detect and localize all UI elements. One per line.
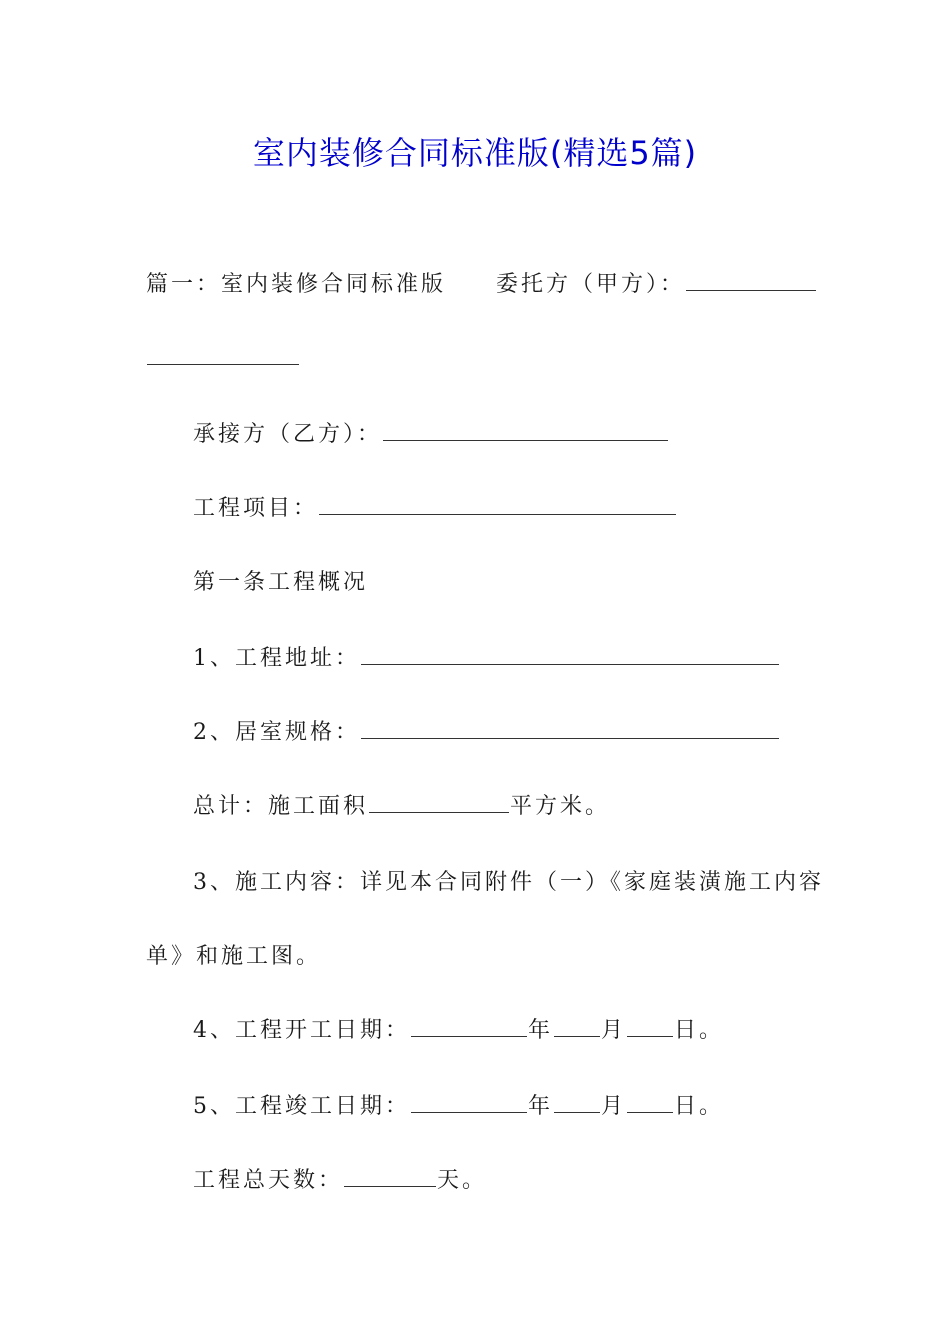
start-day-blank[interactable]: [627, 1016, 673, 1037]
party-b-line: [193, 420, 669, 450]
address-label: 1、工程地址：: [193, 646, 360, 671]
start-year-unit: 年: [528, 1018, 554, 1043]
end-year-blank[interactable]: [411, 1092, 527, 1113]
party-b-blank[interactable]: [383, 420, 668, 441]
end-month-blank[interactable]: [554, 1092, 600, 1113]
party-a-label: 委托方（甲方）：: [496, 272, 686, 297]
content-line-2: 单》和施工图。: [146, 944, 322, 969]
total-area-label: 总计：施工面积: [193, 794, 369, 819]
end-date-line: [193, 1092, 724, 1122]
content-line-1: 3、施工内容：详见本合同附件（一）《家庭装潢施工内容: [193, 870, 824, 895]
party-a-line: [146, 270, 817, 300]
party-a-blank[interactable]: [686, 270, 816, 291]
address-blank[interactable]: [361, 644, 779, 665]
article1-heading: 第一条工程概况: [193, 570, 369, 595]
total-days-line: [193, 1166, 487, 1196]
end-day-unit: 日。: [674, 1094, 725, 1119]
total-area-line: [193, 792, 610, 822]
start-date-line: [193, 1016, 724, 1046]
end-month-unit: 月: [601, 1094, 627, 1119]
end-day-blank[interactable]: [627, 1092, 673, 1113]
project-line: [193, 494, 677, 524]
start-month-blank[interactable]: [554, 1016, 600, 1037]
end-year-unit: 年: [528, 1094, 554, 1119]
part-label: 篇一：室内装修合同标准版: [146, 272, 447, 297]
room-spec-line: [193, 718, 780, 748]
start-date-label: 4、工程开工日期：: [193, 1018, 410, 1043]
room-spec-label: 2、居室规格：: [193, 720, 360, 745]
total-area-unit: 平方米。: [510, 794, 611, 819]
party-a-continuation: [146, 344, 300, 374]
project-blank[interactable]: [319, 494, 676, 515]
end-date-label: 5、工程竣工日期：: [193, 1094, 410, 1119]
document-title: 室内装修合同标准版(精选5篇): [252, 134, 698, 172]
total-days-blank[interactable]: [344, 1166, 436, 1187]
start-year-blank[interactable]: [411, 1016, 527, 1037]
party-b-label: 承接方（乙方）：: [193, 422, 383, 447]
start-month-unit: 月: [601, 1018, 627, 1043]
address-line: [193, 644, 780, 674]
start-day-unit: 日。: [674, 1018, 725, 1043]
total-days-unit: 天。: [437, 1168, 488, 1193]
party-a-blank-continued[interactable]: [147, 344, 299, 365]
project-label: 工程项目：: [193, 496, 319, 521]
total-days-label: 工程总天数：: [193, 1168, 344, 1193]
room-spec-blank[interactable]: [361, 718, 779, 739]
total-area-blank[interactable]: [369, 792, 509, 813]
